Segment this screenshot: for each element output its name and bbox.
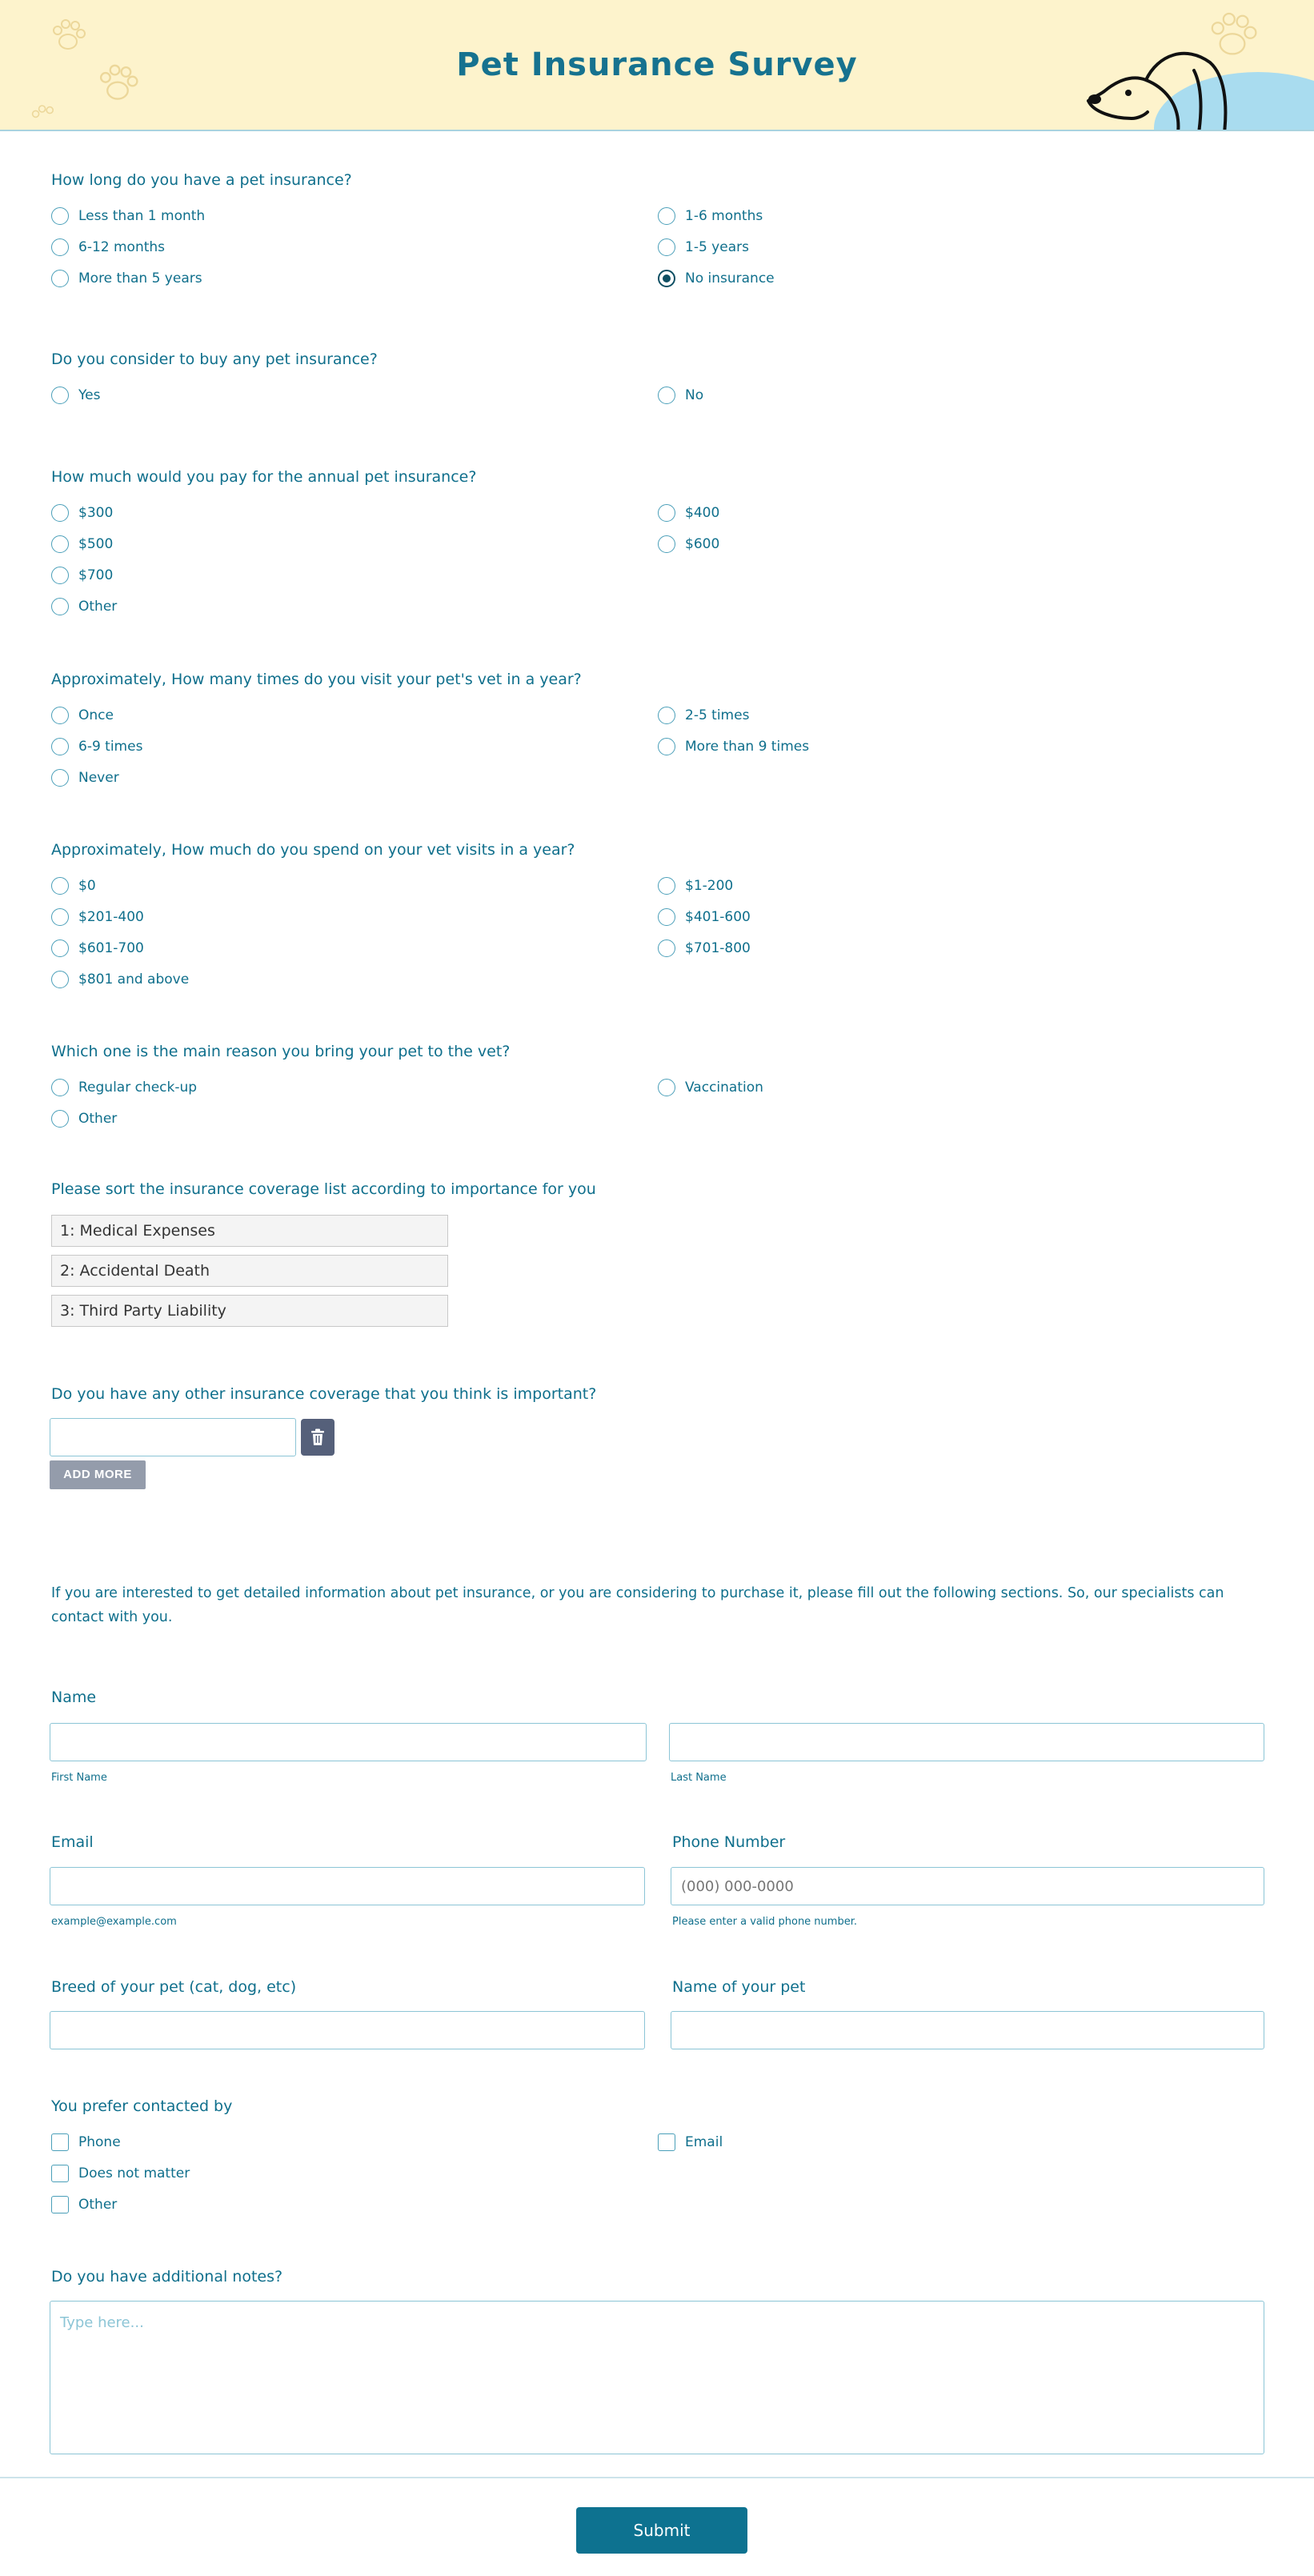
sortable-item[interactable]: 3: Third Party Liability	[51, 1295, 448, 1327]
radio-option[interactable]	[51, 237, 165, 258]
radio-option[interactable]	[51, 767, 119, 788]
radio-button[interactable]	[658, 738, 675, 755]
radio-button[interactable]	[51, 1110, 69, 1128]
phone-label: Phone Number	[672, 1833, 786, 1851]
breed-input[interactable]	[50, 2011, 645, 2049]
radio-button[interactable]	[51, 1079, 69, 1096]
option-label: Phone	[78, 2134, 121, 2150]
option-label: Yes	[78, 387, 101, 403]
option-label: $400	[685, 505, 720, 521]
paw-icon	[24, 102, 64, 131]
option-label: $0	[78, 878, 96, 894]
question-consider-buying	[51, 350, 1268, 403]
option-label: 2-5 times	[685, 707, 750, 723]
radio-button[interactable]	[51, 598, 69, 615]
submit-button[interactable]: Submit	[576, 2507, 747, 2554]
option-label: Other	[78, 1111, 118, 1127]
radio-button[interactable]	[658, 535, 675, 553]
add-more-button[interactable]: ADD MORE	[50, 1460, 146, 1489]
option-label: 1-5 years	[685, 239, 749, 255]
radio-button[interactable]	[51, 939, 69, 957]
radio-button[interactable]	[51, 567, 69, 584]
radio-button[interactable]	[658, 707, 675, 724]
radio-button[interactable]	[51, 270, 69, 287]
checkbox-option[interactable]	[51, 2194, 117, 2215]
radio-button[interactable]	[658, 238, 675, 256]
breed-label: Breed of your pet (cat, dog, etc)	[51, 1978, 297, 1996]
option-label: Once	[78, 707, 114, 723]
radio-option[interactable]	[658, 237, 749, 258]
question-label: How long do you have a pet insurance?	[51, 171, 352, 189]
radio-option[interactable]	[658, 503, 719, 523]
radio-option[interactable]	[658, 907, 751, 927]
footer-divider	[0, 2477, 1314, 2478]
radio-button[interactable]	[658, 207, 675, 225]
radio-option[interactable]	[51, 534, 113, 555]
last-name-sublabel: Last Name	[671, 1772, 727, 1784]
option-label: $700	[78, 567, 114, 583]
radio-option[interactable]	[51, 206, 205, 226]
radio-button[interactable]	[658, 504, 675, 522]
radio-button[interactable]	[51, 504, 69, 522]
option-label: 6-12 months	[78, 239, 166, 255]
pet-name-label: Name of your pet	[672, 1978, 806, 1996]
notes-label: Do you have additional notes?	[51, 2268, 283, 2286]
radio-button[interactable]	[51, 707, 69, 724]
radio-option[interactable]	[658, 534, 719, 555]
other-coverage-input[interactable]	[50, 1418, 296, 1456]
radio-option-selected[interactable]	[658, 268, 775, 289]
delete-row-button[interactable]	[301, 1419, 335, 1456]
question-contact-preference	[51, 2097, 1268, 2213]
radio-button[interactable]	[51, 971, 69, 988]
question-insurance-duration	[51, 170, 1268, 286]
radio-option[interactable]	[658, 385, 703, 406]
option-label: More than 5 years	[78, 270, 202, 286]
radio-button-selected[interactable]	[658, 270, 675, 287]
radio-option[interactable]	[51, 596, 117, 617]
option-label: $401-600	[685, 909, 751, 925]
question-other-coverage	[51, 1384, 1268, 1420]
radio-option[interactable]	[658, 875, 733, 896]
checkbox[interactable]	[51, 2133, 69, 2151]
contact-info-paragraph: If you are interested to get detailed information about pet insurance, or you are considering to purchase it, please fill out the following sections. So, our specialists can contact with you.	[51, 1585, 1224, 1625]
email-sublabel: example@example.com	[51, 1916, 177, 1928]
question-label: Please sort the insurance coverage list according to importance for you	[51, 1180, 596, 1198]
question-label: How much would you pay for the annual pet insurance?	[51, 468, 477, 486]
radio-option[interactable]	[658, 1077, 763, 1098]
radio-button[interactable]	[51, 877, 69, 895]
radio-option[interactable]	[51, 969, 189, 990]
sortable-item[interactable]: 2: Accidental Death	[51, 1255, 448, 1287]
question-label: Approximately, How much do you spend on your vet visits in a year?	[51, 841, 575, 859]
radio-option[interactable]	[658, 705, 749, 726]
checkbox-option[interactable]	[51, 2132, 121, 2153]
email-label: Email	[51, 1833, 94, 1851]
radio-button[interactable]	[51, 769, 69, 787]
question-vet-spending	[51, 840, 1268, 988]
form-header	[0, 0, 1314, 131]
trash-icon	[310, 1428, 325, 1446]
phone-sublabel: Please enter a valid phone number.	[672, 1916, 857, 1928]
question-annual-payment	[51, 467, 1268, 615]
checkbox[interactable]	[51, 2196, 69, 2213]
checkbox[interactable]	[658, 2133, 675, 2151]
name-label: Name	[51, 1689, 97, 1706]
option-label: Regular check-up	[78, 1080, 198, 1096]
radio-option[interactable]	[51, 268, 202, 289]
option-label: $201-400	[78, 909, 144, 925]
radio-button[interactable]	[658, 908, 675, 926]
radio-button[interactable]	[658, 877, 675, 895]
radio-button[interactable]	[658, 939, 675, 957]
question-label: Approximately, How many times do you visit your pet's vet in a year?	[51, 671, 582, 688]
first-name-input[interactable]	[50, 1723, 647, 1761]
radio-option[interactable]	[51, 385, 100, 406]
radio-button[interactable]	[658, 1079, 675, 1096]
radio-option[interactable]	[51, 875, 96, 896]
option-label: Other	[78, 599, 118, 615]
checkbox-option[interactable]	[51, 2163, 190, 2184]
radio-button[interactable]	[51, 238, 69, 256]
radio-option[interactable]	[51, 565, 113, 586]
phone-field[interactable]	[671, 1867, 1264, 1905]
notes-textarea[interactable]: Type here...	[50, 2301, 1264, 2454]
radio-option[interactable]	[658, 736, 809, 757]
radio-button[interactable]	[51, 387, 69, 404]
option-label: $500	[78, 536, 114, 552]
option-label: $1-200	[685, 878, 734, 894]
option-label: Other	[78, 2197, 118, 2213]
option-label: 6-9 times	[78, 739, 143, 755]
option-label: $701-800	[685, 940, 751, 956]
option-label: $300	[78, 505, 114, 521]
pet-name-input[interactable]	[671, 2011, 1264, 2049]
question-label: You prefer contacted by	[51, 2097, 233, 2115]
radio-option[interactable]	[658, 206, 763, 226]
sortable-item[interactable]: 1: Medical Expenses	[51, 1215, 448, 1247]
option-label: No	[685, 387, 704, 403]
radio-button[interactable]	[658, 387, 675, 404]
checkbox[interactable]	[51, 2165, 69, 2182]
radio-button[interactable]	[51, 207, 69, 225]
option-label: Never	[78, 770, 119, 786]
checkbox-option[interactable]	[658, 2132, 723, 2153]
question-vet-visits	[51, 670, 1268, 786]
option-label: More than 9 times	[685, 739, 810, 755]
radio-option[interactable]	[658, 938, 751, 959]
radio-option[interactable]	[51, 1108, 117, 1129]
page-title: Pet Insurance Survey	[456, 46, 858, 83]
radio-option[interactable]	[51, 907, 144, 927]
radio-option[interactable]	[51, 736, 142, 757]
radio-button[interactable]	[51, 738, 69, 755]
email-field[interactable]	[50, 1867, 645, 1905]
option-label: Email	[685, 2134, 723, 2150]
question-label: Which one is the main reason you bring your pet to the vet?	[51, 1043, 511, 1060]
first-name-sublabel: First Name	[51, 1772, 107, 1784]
option-label: $600	[685, 536, 720, 552]
question-sort-coverage	[51, 1180, 1268, 1335]
question-label: Do you have any other insurance coverage that you think is important?	[51, 1385, 597, 1403]
question-label: Do you consider to buy any pet insurance?	[51, 351, 378, 368]
radio-option[interactable]	[51, 705, 114, 726]
radio-button[interactable]	[51, 535, 69, 553]
radio-option[interactable]	[51, 503, 113, 523]
option-label: No insurance	[685, 270, 775, 286]
option-label: Less than 1 month	[78, 208, 206, 224]
radio-option[interactable]	[51, 1077, 197, 1098]
question-vet-reason	[51, 1042, 1268, 1127]
radio-option[interactable]	[51, 938, 144, 959]
last-name-input[interactable]	[669, 1723, 1264, 1761]
option-label: $601-700	[78, 940, 144, 956]
option-label: Vaccination	[685, 1080, 763, 1096]
option-label: 1-6 months	[685, 208, 763, 224]
option-label: Does not matter	[78, 2165, 190, 2181]
option-label: $801 and above	[78, 972, 190, 988]
radio-button[interactable]	[51, 908, 69, 926]
